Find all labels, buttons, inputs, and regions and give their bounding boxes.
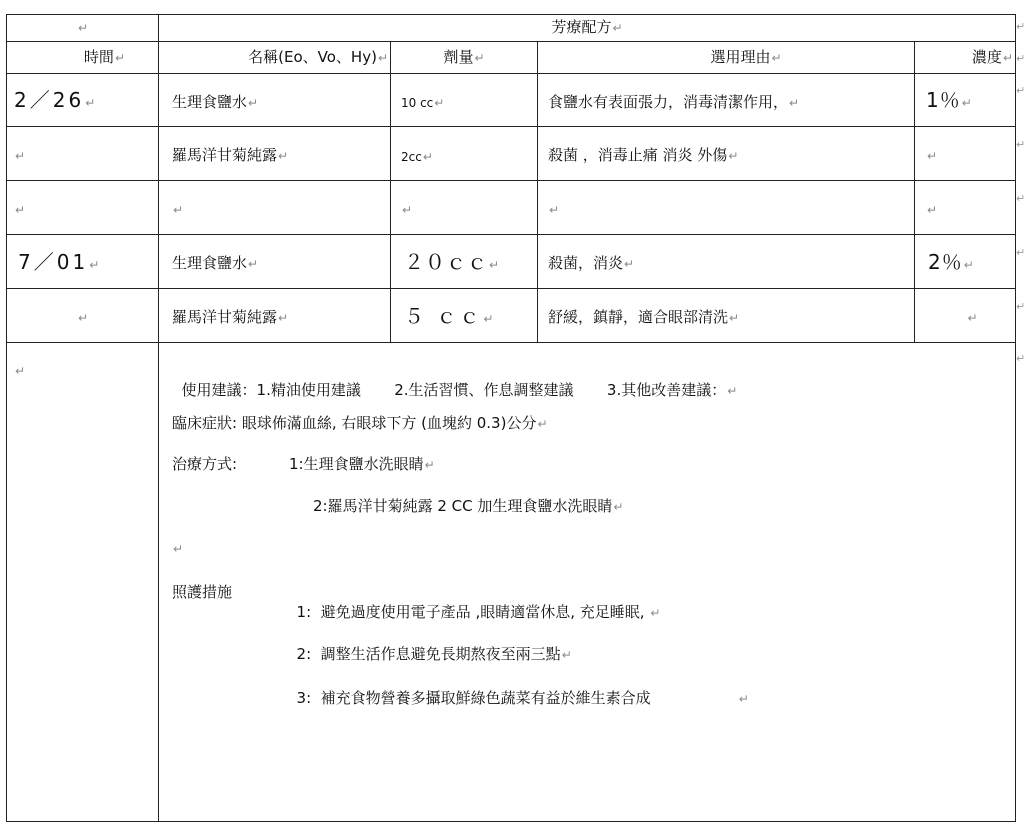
col-header-name: 名稱(Eo、Vo、Hy)↵ (248, 48, 388, 66)
care-label: 照護措施 (172, 583, 233, 601)
row2-time: ↵ (15, 149, 26, 163)
row5-time: ↵ (77, 311, 89, 325)
row1-dose: 10 cc↵ (401, 96, 445, 110)
care-step-1: 1: 避免過度使用電子產品 ,眼睛適當休息, 充足睡眠, ↵ (296, 603, 661, 621)
table-title: 芳療配方↵ (551, 18, 623, 36)
col-header-conc: 濃度↵ (971, 48, 1013, 66)
row2-name: 羅馬洋甘菊純露↵ (172, 146, 289, 164)
row-end-mark-row5: ↵ (1016, 300, 1025, 313)
table-col-divider-4 (914, 41, 915, 343)
row-end-mark-row1: ↵ (1016, 84, 1025, 97)
row4-conc: 2％↵ (928, 250, 975, 274)
row-end-mark-title: ↵ (1016, 20, 1025, 33)
blank-paragraph: ↵ (173, 542, 184, 556)
row1-reason: 食鹽水有表面張力，消毒清潔作用，↵ (548, 93, 800, 111)
care-step-2: 2: 調整生活作息避免長期熬夜至兩三點↵ (296, 645, 572, 663)
row1-time: 2／26↵ (14, 88, 99, 112)
row5-name: 羅馬洋甘菊純露↵ (172, 308, 289, 326)
row5-conc: ↵ (967, 311, 978, 325)
row2-conc: ↵ (927, 149, 938, 163)
row3-time: ↵ (15, 203, 26, 217)
table-border-left (6, 14, 7, 822)
row4-dose: ２０ｃｃ↵ (404, 250, 501, 274)
clinical-symptoms: 臨床症狀: 眼球佈滿血絲, 右眼球下方 (血塊約 0.3)公分↵ (172, 414, 548, 432)
header-time-empty: ↵ (77, 21, 89, 35)
table-col-divider-2 (390, 41, 391, 343)
col-header-reason: 選用理由↵ (710, 48, 782, 66)
col-header-time: 時間↵ (83, 48, 125, 66)
row4-time: 7／01↵ (18, 250, 103, 274)
row4-reason: 殺菌，消炎↵ (548, 254, 635, 272)
row-end-mark-colhead: ↵ (1016, 52, 1025, 65)
row-end-mark-row4: ↵ (1016, 246, 1025, 259)
row1-conc: 1％↵ (926, 88, 973, 112)
treatment-step-2: 2:羅馬洋甘菊純露 2 CC 加生理食鹽水洗眼睛↵ (313, 497, 624, 515)
row-end-mark-row2: ↵ (1016, 138, 1025, 151)
row3-reason: ↵ (549, 203, 560, 217)
col-header-dose: 劑量↵ (443, 48, 485, 66)
table-col-divider-1 (158, 14, 159, 822)
row-end-mark-row3: ↵ (1016, 192, 1025, 205)
treatment-label: 治療方式: (172, 455, 238, 473)
usage-advice: 使用建議：1.精油使用建議 2.生活習慣、作息調整建議 3.其他改善建議：↵ (181, 381, 738, 399)
row2-reason: 殺菌 ，消毒止痛 消炎 外傷↵ (548, 146, 739, 164)
row2-dose: 2cc↵ (401, 150, 433, 164)
row3-conc: ↵ (927, 203, 938, 217)
table-col-divider-3 (537, 41, 538, 343)
row3-dose: ↵ (402, 203, 413, 217)
notes-left-empty: ↵ (15, 364, 26, 378)
row5-dose: ５ ｃｃ↵ (404, 304, 497, 328)
row5-reason: 舒緩，鎮靜，適合眼部清洗↵ (548, 308, 740, 326)
table-border-right (1015, 14, 1016, 822)
row-end-mark-notes: ↵ (1016, 352, 1025, 365)
care-step-3: 3: 補充食物營養多攝取鮮綠色蔬菜有益於維生素合成 ↵ (296, 689, 749, 707)
treatment-step-1: 1:生理食鹽水洗眼睛↵ (289, 455, 435, 473)
row1-name: 生理食鹽水↵ (172, 93, 259, 111)
row3-name: ↵ (173, 203, 184, 217)
row4-name: 生理食鹽水↵ (172, 254, 259, 272)
